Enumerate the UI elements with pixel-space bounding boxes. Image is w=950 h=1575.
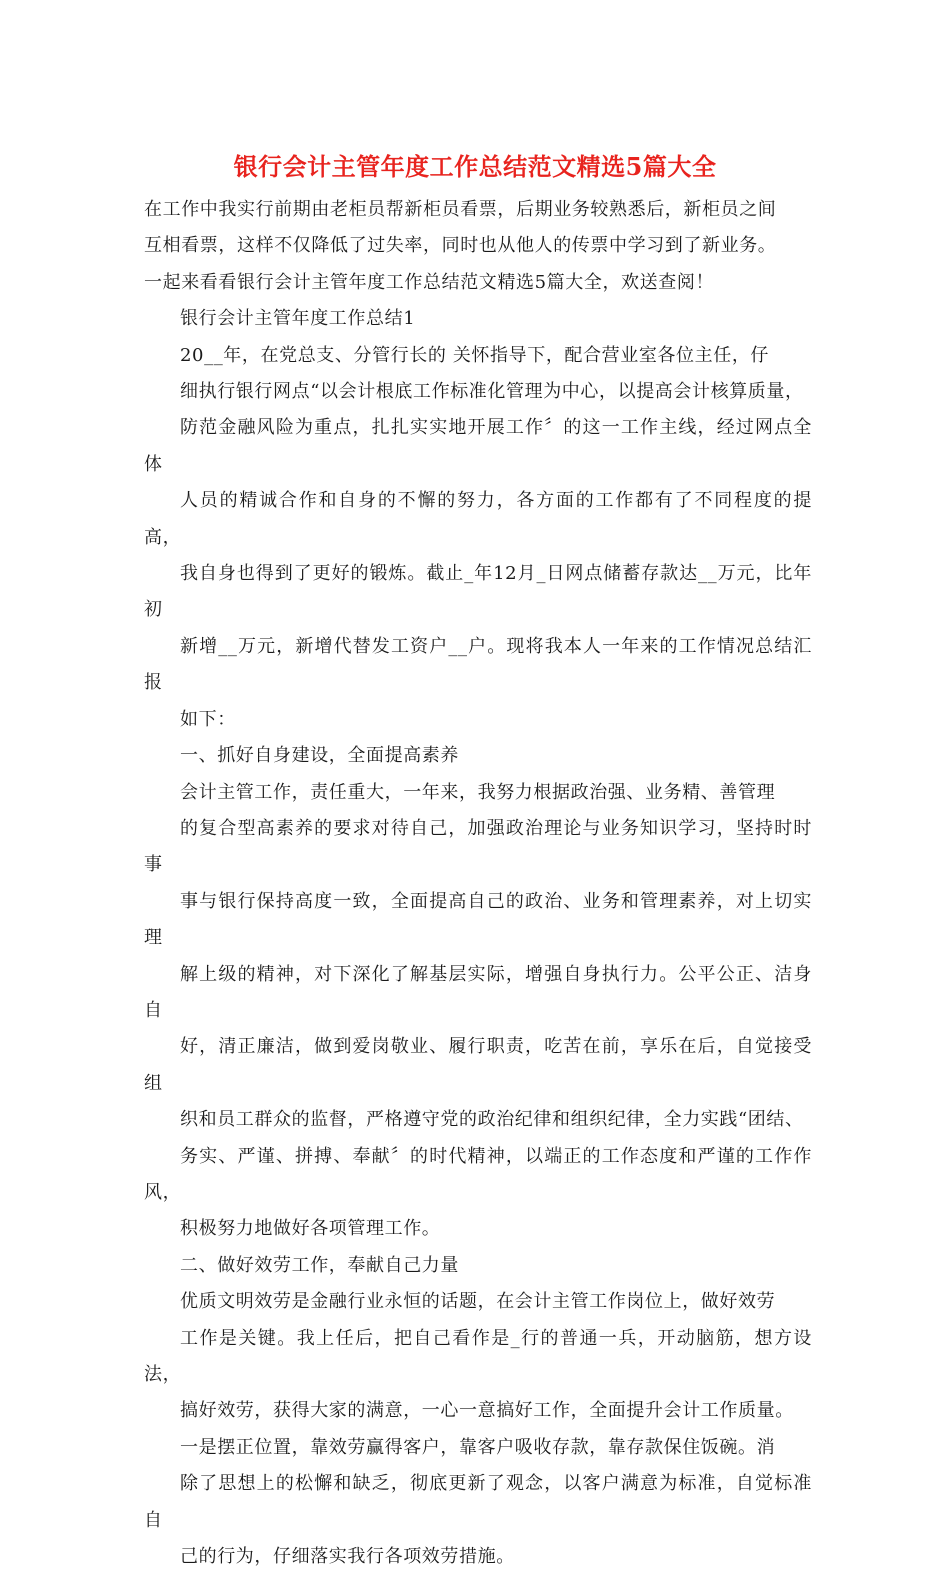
text-line: 在工作中我实行前期由老柜员帮新柜员看票，后期业务较熟悉后，新柜员之间 [144,199,777,220]
text-line: 会计主管工作，责任重大，一年来，我努力根据政治强、业务精、善管理 [180,781,776,803]
text-line: 一是摆正位置，靠效劳赢得客户，靠客户吸收存款，靠存款保住饭碗。消 [180,1436,776,1458]
text-line: 搞好效劳，获得大家的满意，一心一意搞好工作，全面提升会计工作质量。 [180,1400,794,1422]
paragraph [144,1430,812,1575]
text-line: 工作是关键。我上任后，把自己看作是_行的普通一兵，开动脑筋，想方设法， [144,1327,812,1385]
text-line: 织和员工群众的监督，严格遵守党的政治纪律和组织纪律，全力实践“团结、 [180,1109,804,1131]
text-line: 的复合型高素养的要求对待自己，加强政治理论与业务知识学习，坚持时时事 [144,817,812,876]
text-line: 防范金融风险为重点，扎扎实实地开展工作〞的这一工作主线，经过网点全体 [144,417,812,475]
text-line: 好，清正廉洁，做到爱岗敬业、履行职责，吃苦在前，享乐在后，自觉接受组 [144,1036,812,1094]
document-title: 银行会计主管年度工作总结范文精选5篇大全 [233,152,717,181]
paragraph [144,1284,812,1430]
paragraph [144,192,812,301]
paragraph [144,1248,812,1284]
paragraph [144,301,812,337]
text-line: 务实、严谨、拼搏、奉献〞的时代精神，以端正的工作态度和严谨的工作作风， [144,1145,812,1203]
text-line: 除了思想上的松懈和缺乏，彻底更新了观念，以客户满意为标准，自觉标准自 [144,1473,812,1531]
text-line: 一起来看看银行会计主管年度工作总结范文精选5篇大全，欢送查阅！ [144,271,715,293]
document-body [144,192,812,1575]
text-line: 银行会计主管年度工作总结1 [180,308,416,330]
text-line: 我自身也得到了更好的锻炼。截止_年12月_日网点储蓄存款达__万元，比年初 [144,563,812,621]
text-line: 细执行银行网点“以会计根底工作标准化管理为中心，以提高会计核算质量， [180,381,804,403]
text-line: 己的行为，仔细落实我行各项效劳措施。 [180,1546,515,1568]
text-line: 如下： [180,708,236,730]
text-line: 互相看票，这样不仅降低了过失率，同时也从他人的传票中学习到了新业务。 [144,235,777,257]
text-line: 新增__万元，新增代替发工资户__户。现将我本人一年来的工作情况总结汇报 [144,635,812,694]
paragraph [144,738,812,774]
text-line: 解上级的精神，对下深化了解基层实际，增强自身执行力。公平公正、洁身自 [144,963,812,1021]
text-line: 人员的精诚合作和自身的不懈的努力，各方面的工作都有了不同程度的提高， [144,490,812,548]
text-line: 积极努力地做好各项管理工作。 [180,1218,441,1240]
paragraph [144,338,812,738]
text-line: 事与银行保持高度一致，全面提高自己的政治、业务和管理素养，对上切实理 [144,890,812,949]
text-line: 20__年，在党总支、分管行长的 关怀指导下，配合营业室各位主任，仔 [180,344,770,366]
text-line: 二、做好效劳工作，奉献自己力量 [180,1254,459,1276]
paragraph [144,775,812,1248]
text-line: 一、抓好自身建设，全面提高素养 [180,745,459,767]
text-line: 优质文明效劳是金融行业永恒的话题，在会计主管工作岗位上，做好效劳 [180,1291,776,1313]
